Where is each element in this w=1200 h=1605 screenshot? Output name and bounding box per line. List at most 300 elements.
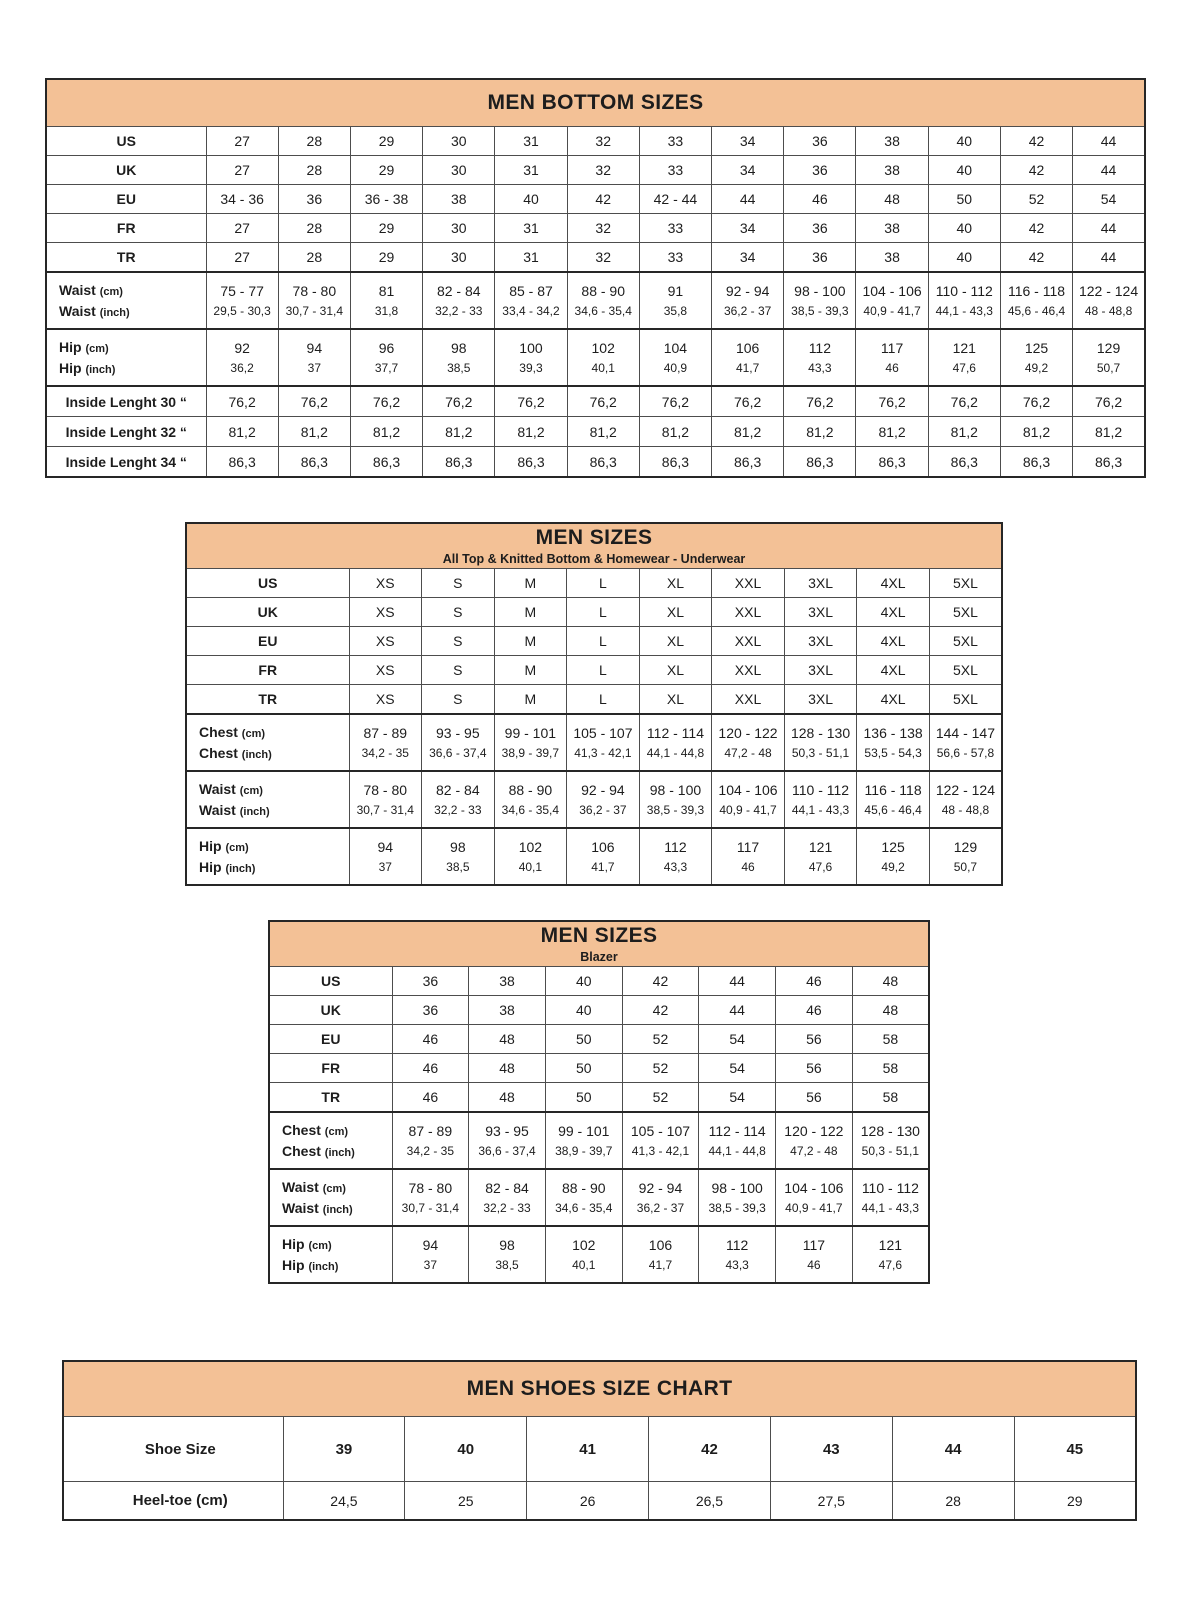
size-cell: 58: [852, 1054, 929, 1083]
size-system-row: [186, 627, 1002, 656]
cm-value: 82 - 84: [436, 283, 481, 299]
size-cell: 28: [278, 214, 350, 243]
measure-label: [269, 1112, 392, 1169]
measure-label-cm: [270, 1113, 392, 1143]
size-cell: XS: [349, 569, 422, 598]
measure-label: [186, 771, 349, 828]
measure-cell: [928, 272, 1000, 329]
measure-cell: [784, 329, 856, 386]
size-cell: 46: [776, 967, 853, 996]
row-label: Inside Lenght 32 “: [46, 417, 206, 447]
size-cell: 42: [1000, 243, 1072, 273]
inch-value: 44,1 - 44,8: [646, 746, 705, 760]
size-cell: 28: [278, 243, 350, 273]
cm-value: 102: [591, 340, 615, 356]
row-label: EU: [269, 1025, 392, 1054]
row-label: US: [269, 967, 392, 996]
value-cell: 81,2: [567, 417, 639, 447]
measure-name: Waist: [59, 303, 96, 319]
size-cell: 38: [856, 127, 928, 156]
size-system-row: [46, 243, 1145, 273]
measure-unit: (inch): [241, 749, 272, 761]
size-cell: L: [567, 598, 640, 627]
cm-value: 98 - 100: [649, 782, 702, 798]
size-cell: 27: [206, 156, 278, 185]
cm-value: 99 - 101: [504, 725, 557, 741]
size-cell: 29: [350, 127, 422, 156]
size-system-row: [46, 156, 1145, 185]
size-cell: 29: [350, 156, 422, 185]
size-cell: XL: [639, 627, 712, 656]
cm-value: 112: [664, 839, 687, 855]
size-cell: 32: [567, 127, 639, 156]
size-cell: 34 - 36: [206, 185, 278, 214]
inch-value: 50,7: [1096, 361, 1121, 375]
size-cell: M: [494, 627, 567, 656]
inch-value: 46: [885, 361, 899, 375]
row-label: TR: [186, 685, 349, 715]
measure-name: Hip: [199, 859, 222, 875]
measure-cell: [784, 714, 857, 771]
size-cell: 38: [856, 214, 928, 243]
cm-value: 98 - 100: [794, 283, 846, 299]
inch-value: 32,2 - 33: [435, 304, 483, 318]
size-system-row: [186, 569, 1002, 598]
measure-cell: [469, 1226, 546, 1283]
size-cell: 32: [567, 156, 639, 185]
inch-value: 48 - 48,8: [941, 803, 990, 817]
cm-value: 94: [377, 839, 394, 855]
inch-value: 47,2 - 48: [724, 746, 772, 760]
inch-value: 40,1: [572, 1258, 596, 1272]
value-cell: 81,2: [1073, 417, 1145, 447]
measure-cell: [852, 1112, 929, 1169]
size-cell: 50: [545, 1025, 622, 1054]
measure-group-row: [269, 1112, 929, 1169]
inch-value: 44,1 - 43,3: [861, 1201, 920, 1215]
size-cell: 56: [776, 1054, 853, 1083]
measure-label-inch: [270, 1200, 392, 1225]
row-label: Heel-toe (cm): [63, 1482, 283, 1521]
measure-label-cm: [270, 1227, 392, 1257]
inch-value: 37: [307, 361, 321, 375]
cm-value: 94: [306, 340, 323, 356]
size-cell: 42: [1000, 127, 1072, 156]
inch-value: 40,9 - 41,7: [719, 803, 777, 817]
measure-label: [186, 828, 349, 885]
size-cell: 46: [784, 185, 856, 214]
size-cell: L: [567, 685, 640, 715]
measure-unit: (inch): [322, 1204, 353, 1216]
value-cell: 86,3: [567, 447, 639, 478]
inch-value: 44,1 - 44,8: [708, 1144, 766, 1158]
measure-cell: [639, 714, 712, 771]
men-sizes-top-table: [185, 522, 1003, 886]
cm-value: 104 - 106: [718, 782, 778, 798]
inch-value: 36,2: [230, 361, 254, 375]
cm-value: 98: [450, 340, 467, 356]
value-cell: 43: [770, 1417, 892, 1482]
measure-cell: [929, 771, 1002, 828]
measure-cell: [784, 272, 856, 329]
size-cell: XXL: [712, 685, 785, 715]
cm-value: 120 - 122: [718, 725, 778, 741]
inch-value: 36,2 - 37: [723, 304, 772, 318]
inch-value: 38,5: [447, 361, 471, 375]
size-cell: S: [422, 656, 495, 685]
inch-value: 46: [807, 1258, 821, 1272]
cm-value: 110 - 112: [792, 782, 850, 798]
size-cell: XL: [639, 598, 712, 627]
size-cell: 30: [423, 243, 495, 273]
cm-value: 120 - 122: [784, 1123, 844, 1139]
cm-value: 112 - 114: [646, 725, 704, 741]
measure-name: Hip: [282, 1257, 305, 1273]
cm-value: 129: [953, 839, 978, 855]
size-cell: S: [422, 598, 495, 627]
measure-cell: [784, 828, 857, 885]
inch-value: 38,9 - 39,7: [501, 746, 560, 760]
size-cell: L: [567, 569, 640, 598]
size-cell: 31: [495, 214, 567, 243]
cm-value: 121: [878, 1237, 903, 1253]
size-cell: 48: [469, 1083, 546, 1113]
size-cell: 46: [392, 1025, 469, 1054]
size-cell: 54: [699, 1054, 776, 1083]
measure-cell: [857, 828, 930, 885]
value-cell: 81,2: [712, 417, 784, 447]
inch-value: 38,5: [495, 1258, 519, 1272]
cm-value: 112: [808, 340, 832, 356]
tops-header-band: [186, 523, 1002, 569]
measure-cell: [278, 329, 350, 386]
inch-value: 43,3: [808, 361, 832, 375]
size-cell: 44: [1073, 156, 1145, 185]
value-cell: 81,2: [350, 417, 422, 447]
cm-value: 78 - 80: [363, 782, 408, 798]
cm-value: 85 - 87: [509, 283, 553, 299]
value-cell: 76,2: [1000, 386, 1072, 417]
value-cell: 81,2: [928, 417, 1000, 447]
size-cell: 27: [206, 214, 278, 243]
cm-value: 92 - 94: [581, 782, 625, 798]
inch-value: 38,9 - 39,7: [555, 1144, 613, 1158]
row-label: TR: [46, 243, 206, 273]
inch-value: 40,9 - 41,7: [863, 304, 921, 318]
size-cell: 4XL: [857, 627, 930, 656]
cm-value: 104 - 106: [784, 1180, 844, 1196]
inch-value: 36,2 - 37: [636, 1201, 685, 1215]
inch-value: 33,4 - 34,2: [502, 304, 560, 318]
cm-value: 125: [1024, 340, 1049, 356]
measure-group-row: [269, 1169, 929, 1226]
measure-cell: [857, 714, 930, 771]
inch-value: 30,7 - 31,4: [356, 803, 414, 817]
size-cell: 36: [278, 185, 350, 214]
size-system-row: [269, 1054, 929, 1083]
cm-value: 116 - 118: [864, 782, 922, 798]
measure-unit: (cm): [324, 1126, 349, 1138]
measure-name: Chest: [199, 745, 238, 761]
size-cell: 54: [699, 1025, 776, 1054]
value-cell: 81,2: [495, 417, 567, 447]
measure-cell: [776, 1112, 853, 1169]
measure-cell: [639, 828, 712, 885]
size-cell: 44: [1073, 214, 1145, 243]
measure-name: Waist: [199, 802, 236, 818]
inch-value: 39,3: [519, 361, 543, 375]
size-cell: 27: [206, 243, 278, 273]
size-cell: 56: [776, 1083, 853, 1113]
cm-value: 117: [880, 340, 904, 356]
cm-value: 93 - 95: [485, 1123, 529, 1139]
value-cell: 86,3: [278, 447, 350, 478]
row-label: Inside Lenght 30 “: [46, 386, 206, 417]
men-bottom-sizes-table: [45, 78, 1146, 478]
size-system-row: [186, 685, 1002, 715]
size-cell: XXL: [712, 569, 785, 598]
size-cell: S: [422, 569, 495, 598]
measure-cell: [392, 1112, 469, 1169]
measure-cell: [699, 1226, 776, 1283]
cm-value: 121: [952, 340, 976, 356]
measure-cell: [469, 1112, 546, 1169]
size-system-row: [46, 185, 1145, 214]
size-cell: 36: [784, 156, 856, 185]
size-cell: 29: [350, 214, 422, 243]
value-cell: 29: [1014, 1482, 1136, 1521]
cm-value: 117: [802, 1237, 826, 1253]
cm-value: 136 - 138: [863, 725, 923, 741]
measure-cell: [349, 771, 422, 828]
size-cell: 32: [567, 243, 639, 273]
table-title: MEN SIZES: [535, 526, 653, 549]
row-label: FR: [186, 656, 349, 685]
size-cell: 38: [856, 156, 928, 185]
value-cell: 76,2: [567, 386, 639, 417]
value-cell: 76,2: [206, 386, 278, 417]
inch-value: 41,7: [591, 860, 615, 874]
row-label: UK: [186, 598, 349, 627]
value-cell: 86,3: [1000, 447, 1072, 478]
cm-value: 91: [667, 283, 684, 299]
size-cell: 48: [856, 185, 928, 214]
measure-cell: [350, 329, 422, 386]
cm-value: 121: [808, 839, 833, 855]
measure-cell: [469, 1169, 546, 1226]
measure-cell: [422, 828, 495, 885]
size-system-row: [46, 214, 1145, 243]
size-cell: 54: [699, 1083, 776, 1113]
inch-value: 38,5 - 39,3: [708, 1201, 766, 1215]
cm-value: 106: [735, 340, 760, 356]
value-cell: 76,2: [423, 386, 495, 417]
cm-value: 96: [378, 340, 395, 356]
value-cell: 76,2: [350, 386, 422, 417]
shoe-row: [63, 1417, 1136, 1482]
measure-unit: (inch): [85, 364, 116, 376]
measure-cell: [423, 329, 495, 386]
cm-value: 99 - 101: [558, 1123, 610, 1139]
measure-cell: [856, 272, 928, 329]
cm-value: 82 - 84: [485, 1180, 529, 1196]
cm-value: 93 - 95: [436, 725, 480, 741]
value-cell: 76,2: [278, 386, 350, 417]
size-cell: XS: [349, 656, 422, 685]
value-cell: 86,3: [928, 447, 1000, 478]
measure-label-inch: [187, 802, 349, 827]
row-label: TR: [269, 1083, 392, 1113]
row-label: Inside Lenght 34 “: [46, 447, 206, 478]
value-cell: 81,2: [639, 417, 711, 447]
measure-cell: [422, 771, 495, 828]
size-cell: M: [494, 656, 567, 685]
row-label: UK: [269, 996, 392, 1025]
inch-value: 47,6: [952, 361, 976, 375]
value-cell: 42: [649, 1417, 771, 1482]
value-cell: 86,3: [350, 447, 422, 478]
cm-value: 88 - 90: [561, 1180, 606, 1196]
size-cell: 3XL: [784, 685, 857, 715]
size-cell: 36: [392, 967, 469, 996]
cm-value: 98: [499, 1237, 515, 1253]
size-cell: L: [567, 627, 640, 656]
cm-value: 75 - 77: [220, 283, 264, 299]
value-cell: 86,3: [206, 447, 278, 478]
size-cell: 46: [392, 1054, 469, 1083]
cm-value: 128 - 130: [860, 1123, 920, 1139]
cm-value: 92: [234, 340, 250, 356]
bottoms-header-band: [46, 79, 1145, 127]
cm-value: 92 - 94: [725, 283, 770, 299]
inch-value: 34,6 - 35,4: [574, 304, 632, 318]
size-system-row: [269, 1083, 929, 1113]
size-cell: 40: [928, 214, 1000, 243]
measure-unit: (inch): [225, 863, 256, 875]
value-cell: 27,5: [770, 1482, 892, 1521]
measure-unit: (cm): [225, 842, 249, 854]
size-cell: 34: [712, 156, 784, 185]
value-cell: 86,3: [639, 447, 711, 478]
measure-cell: [423, 272, 495, 329]
measure-label-cm: [187, 715, 349, 745]
inch-value: 29,5 - 30,3: [213, 304, 271, 318]
inch-value: 41,3 - 42,1: [574, 746, 632, 760]
size-cell: XS: [349, 627, 422, 656]
measure-cell: [1073, 329, 1145, 386]
measure-name: Hip: [59, 360, 82, 376]
header-band-row: [46, 79, 1145, 127]
men-sizes-blazer-table: [268, 920, 930, 1284]
cm-value: 78 - 80: [292, 283, 337, 299]
size-cell: 42: [1000, 214, 1072, 243]
cm-value: 104 - 106: [862, 283, 922, 299]
measure-cell: [776, 1226, 853, 1283]
inch-value: 31,8: [374, 304, 399, 318]
cm-value: 82 - 84: [436, 782, 480, 798]
shoes-header-band: [63, 1361, 1136, 1417]
inch-value: 47,6: [878, 1258, 903, 1272]
size-cell: 44: [699, 967, 776, 996]
value-cell: 26: [527, 1482, 649, 1521]
measure-label: [46, 272, 206, 329]
cm-value: 94: [422, 1237, 439, 1253]
size-cell: 50: [928, 185, 1000, 214]
cm-value: 87 - 89: [363, 725, 408, 741]
inch-value: 30,7 - 31,4: [401, 1201, 460, 1215]
size-cell: 4XL: [857, 598, 930, 627]
measure-cell: [852, 1169, 929, 1226]
inch-value: 37,7: [374, 361, 399, 375]
size-cell: 48: [469, 1025, 546, 1054]
size-cell: 34: [712, 243, 784, 273]
cm-value: 98: [450, 839, 466, 855]
measure-cell: [929, 828, 1002, 885]
measure-cell: [699, 1112, 776, 1169]
size-cell: 36 - 38: [350, 185, 422, 214]
inch-value: 49,2: [1024, 361, 1049, 375]
size-cell: XXL: [712, 598, 785, 627]
size-cell: S: [422, 627, 495, 656]
size-cell: 42: [622, 996, 699, 1025]
inch-value: 40,9 - 41,7: [785, 1201, 843, 1215]
inch-value: 45,6 - 46,4: [864, 803, 922, 817]
inch-value: 38,5 - 39,3: [791, 304, 849, 318]
measure-name: Waist: [282, 1179, 319, 1195]
inch-value: 35,8: [663, 304, 688, 318]
size-cell: 4XL: [857, 685, 930, 715]
size-cell: XS: [349, 685, 422, 715]
measure-cell: [278, 272, 350, 329]
inch-value: 46: [741, 860, 755, 874]
measure-cell: [784, 771, 857, 828]
inch-value: 40,1: [518, 860, 543, 874]
size-cell: 3XL: [784, 598, 857, 627]
measure-cell: [776, 1169, 853, 1226]
size-cell: 5XL: [929, 656, 1002, 685]
measure-cell: [567, 272, 639, 329]
value-cell: 81,2: [1000, 417, 1072, 447]
table-title: MEN BOTTOM SIZES: [487, 91, 704, 114]
measure-cell: [1000, 272, 1072, 329]
measure-cell: [545, 1169, 622, 1226]
measure-cell: [392, 1226, 469, 1283]
measure-cell: [206, 329, 278, 386]
inch-value: 40,1: [591, 361, 615, 375]
cm-value: 125: [881, 839, 905, 855]
inch-value: 47,6: [808, 860, 833, 874]
measure-label-inch: [187, 859, 349, 884]
size-cell: XL: [639, 685, 712, 715]
size-cell: 4XL: [857, 569, 930, 598]
size-cell: 46: [776, 996, 853, 1025]
size-cell: 58: [852, 1025, 929, 1054]
cm-value: 105 - 107: [573, 725, 633, 741]
cm-value: 106: [591, 839, 615, 855]
value-cell: 76,2: [928, 386, 1000, 417]
measure-cell: [349, 714, 422, 771]
measure-cell: [545, 1112, 622, 1169]
table-subtitle: All Top & Knitted Bottom & Homewear - Underwear: [442, 552, 746, 566]
measure-cell: [857, 771, 930, 828]
size-cell: 40: [928, 127, 1000, 156]
inch-value: 50,3 - 51,1: [791, 746, 850, 760]
shoe-row: [63, 1482, 1136, 1521]
inch-value: 41,7: [735, 361, 760, 375]
cm-value: 116 - 118: [1007, 283, 1066, 299]
measure-cell: [712, 329, 784, 386]
measure-label-inch: [270, 1143, 392, 1168]
